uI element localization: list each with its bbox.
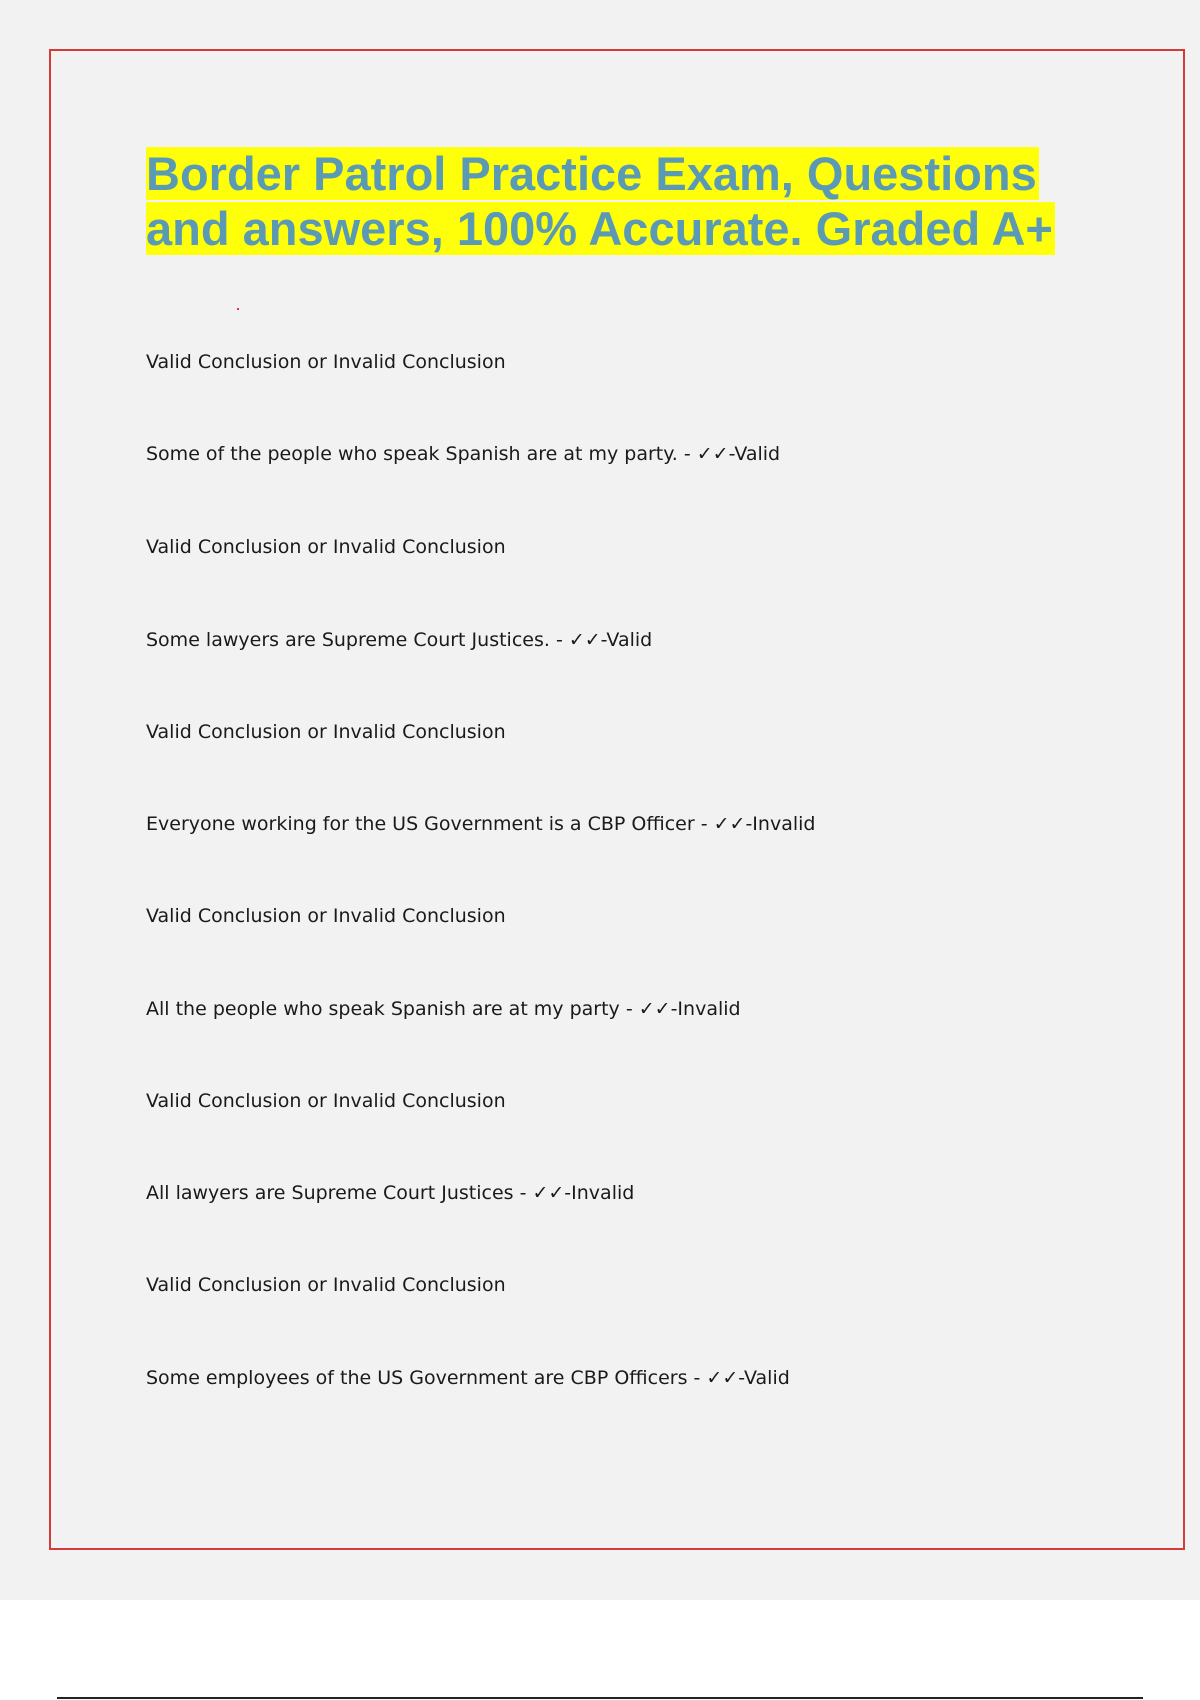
- question-prompt-1: Valid Conclusion or Invalid Conclusion: [146, 351, 506, 373]
- question-answer-3: Everyone working for the US Government is a CBP Officer - ✓✓-Invalid: [146, 813, 816, 835]
- document-title: [146, 146, 1086, 256]
- question-prompt-4: Valid Conclusion or Invalid Conclusion: [146, 905, 506, 927]
- title-highlight: Border Patrol Practice Exam, Questions and answers, 100% Accurate. Graded A+: [146, 147, 1053, 255]
- page-border: [49, 49, 1185, 1550]
- question-answer-2: Some lawyers are Supreme Court Justices. - ✓✓-Valid: [146, 629, 653, 651]
- bottom-divider: [57, 1697, 1143, 1699]
- question-answer-4: All the people who speak Spanish are at my party - ✓✓-Invalid: [146, 998, 741, 1020]
- question-answer-5: All lawyers are Supreme Court Justices - ✓✓-Invalid: [146, 1182, 635, 1204]
- question-prompt-6: Valid Conclusion or Invalid Conclusion: [146, 1274, 506, 1296]
- question-prompt-5: Valid Conclusion or Invalid Conclusion: [146, 1090, 506, 1112]
- question-prompt-2: Valid Conclusion or Invalid Conclusion: [146, 536, 506, 558]
- question-prompt-3: Valid Conclusion or Invalid Conclusion: [146, 721, 506, 743]
- question-answer-6: Some employees of the US Government are CBP Officers - ✓✓-Valid: [146, 1367, 790, 1389]
- question-answer-1: Some of the people who speak Spanish are at my party. - ✓✓-Valid: [146, 443, 781, 465]
- red-mark: [237, 308, 239, 310]
